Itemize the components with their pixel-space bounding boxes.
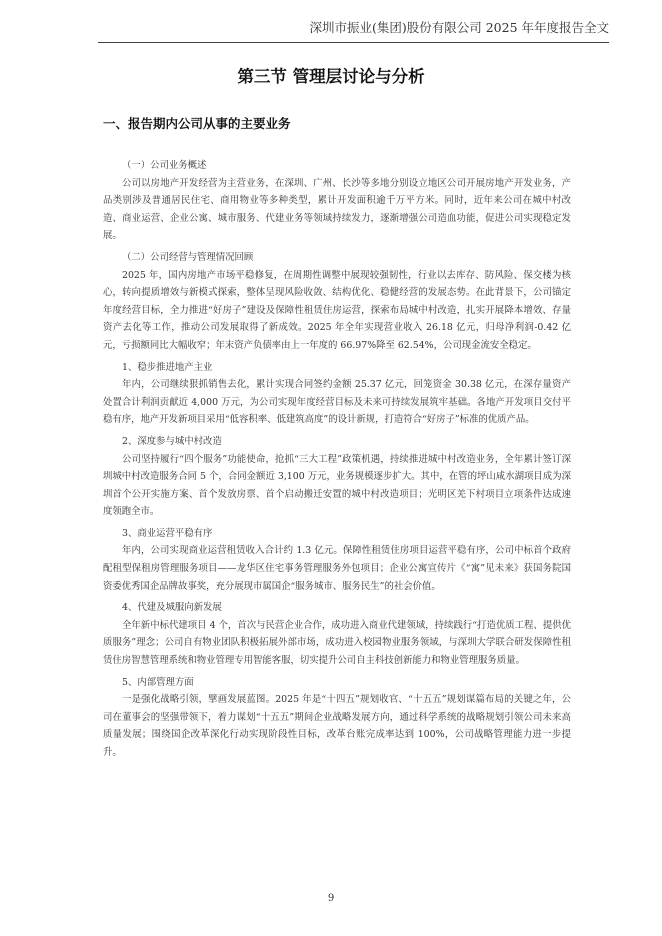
subheading-business-overview: （一）公司业务概述: [122, 160, 207, 171]
paragraph-agent-construction: 全年新中标代建项目 4 个，首次与民营企业合作，成功进入商业代建领域，持续践行“打造优质工程、提供优质服务”理念；公司自有物业团队积极拓展外部市场，成功进入校园物业服务领域，与深圳大学联合研发保障性租赁住房智慧管理系统和物业管理专用智能客服，切实提升公司自主科技创新能力和物业管理服务质量。: [103, 619, 571, 667]
subheading-agent-construction: 4、代建及城服向新发展: [122, 602, 222, 614]
body-text: [103, 153, 571, 762]
paragraph-commercial-ops: 年内，公司实现商业运营租赁收入合计约 1.3 亿元。保障性租赁住房项目运营平稳有序，公司中标首个政府配租型保租房管理服务项目——龙华区住宅事务管理服务外包项目；企业公寓宣传片《“寓”见未来》获国务院国资委优秀国企品牌故事奖，充分展现市属国企“服务城市、服务民生”的社会价值。: [103, 545, 571, 592]
paragraph-urban-village: 公司坚持履行“四个服务”功能使命，抢抓“三大工程”政策机遇，持续推进城中村改造业务，全年累计签订深圳城中村改造服务合同 5 个，合同金额近 3,100 万元，业务规模逐步扩大。其中，在管的坪山咸水湖项目成为深圳首个公开实施方案、首个发放房票、首个启动搬迁安置的城中村改造项目；光明区羌下村项目立项条件达成速度领跑全市。: [103, 453, 571, 518]
page-number: 9: [327, 893, 335, 904]
paragraph-operations-review: 2025 年，国内房地产市场平稳修复，在周期性调整中展现较强韧性，行业以去库存、防风险、保交楼为核心，转向提质增效与新模式探索，整体呈现风险收敛、结构优化、稳健经营的发展态势。在此背景下，公司锚定年度经营目标，全力推进“好房子”建设及保障性租赁住房运营，探索布局城中村改造，扎实开展降本增效、存量资产去化等工作，推动公司发展取得了新成效。2025 年全年实现营业收入 26.18 亿元，归母净利润-0.42 亿元，亏损额同比大幅收窄；年末资产负债率由上一年度的 66.97%降至 62.54%，公司现金流安全稳定。: [103, 269, 571, 351]
paragraph-real-estate: 年内，公司继续狠抓销售去化，累计实现合同签约金额 25.37 亿元，回笼资金 30.38 亿元，在深存量资产处置合计利润贡献近 4,000 万元，为公司实现年度经营目标及未来可持续发展筑牢基础。各地产开发项目交付平稳有序，地产开发新项目采用“低容积率、低建筑高度”的设计新规，打造符合“好房子”标准的优质产品。: [103, 379, 571, 426]
paragraph-internal-management: 一是强化战略引领，擘画发展蓝图。2025 年是“十四五”规划收官、“十五五”规划谋篇布局的关键之年，公司在董事会的坚强带领下，着力谋划“十五五”期间企业战略发展方向，通过科学系统的战略规划引领公司未来高质量发展；围绕国企改革深化行动实现阶段性目标，改革台账完成率达到 100%，公司战略管理能力进一步提升。: [103, 694, 571, 758]
chapter-title: 第三节 管理层讨论与分析: [237, 67, 425, 86]
subheading-real-estate: 1、稳步推进地产主业: [122, 361, 213, 373]
paragraph-business-overview: 公司以房地产开发经营为主营业务，在深圳、广州、长沙等多地分别设立地区公司开展房地产开发业务，产品类别涉及普通居民住宅、商用物业等多种类型，累计开发面积逾千万平方米。同时，近年来公司在城中村改造、商业运营、企业公寓、城市服务、代建业务等领域持续发力，逐渐增强公司造血功能，促进公司实现稳定发展。: [103, 177, 571, 242]
subheading-internal-management: 5、内部管理方面: [122, 676, 194, 688]
subheading-operations-review: （二）公司经营与管理情况回顾: [122, 251, 254, 263]
subheading-commercial-ops: 3、商业运营平稳有序: [122, 527, 213, 539]
section-heading: 一、报告期内公司从事的主要业务: [103, 116, 291, 131]
subheading-urban-village: 2、深度参与城中村改造: [122, 435, 222, 447]
page-header: 深圳市振业(集团)股份有限公司 2025 年年度报告全文: [98, 16, 609, 43]
